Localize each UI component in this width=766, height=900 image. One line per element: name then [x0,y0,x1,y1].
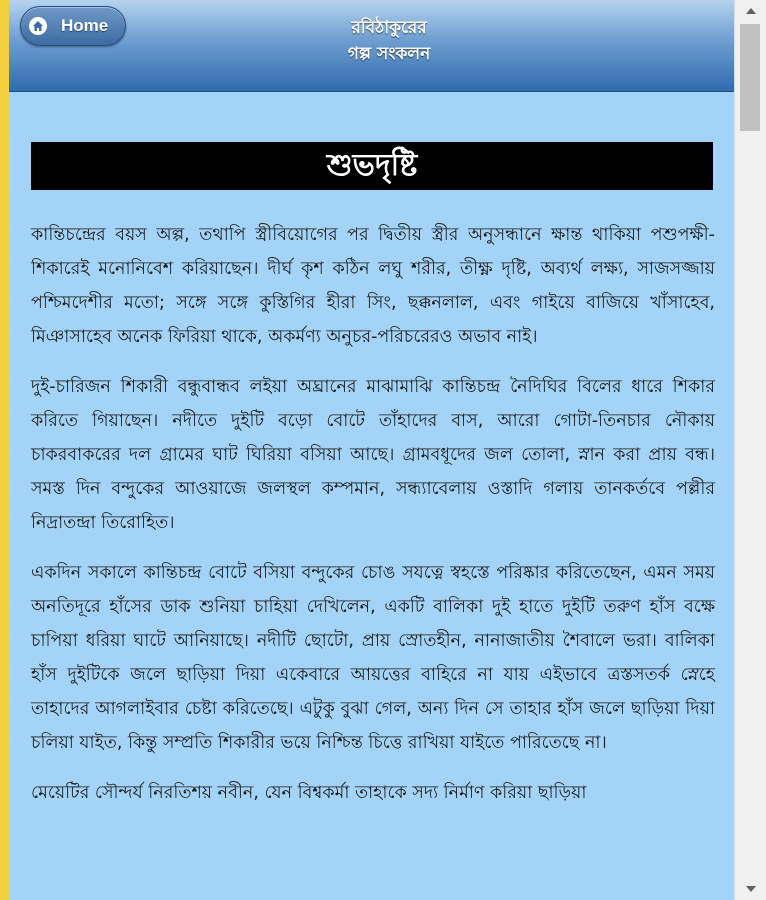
app-title-line1: রবিঠাকুরের [351,18,427,38]
story-paragraph: দুই-চারিজন শিকারী বন্ধুবান্ধব লইয়া অঘ্রানের মাঝামাঝি কান্তিচন্দ্র নৈদিঘির বিলের ধারে শিকার করিতে গিয়াছেন। নদীতে দুইটি বড়ো বোটে তাঁহাদের বাস, আরো গোটা-তিনচার নৌকায় চাকরবাকরের দল গ্রামের ঘাট ঘিরিয়া বসিয়া আছে। গ্রামবধূদের জল তোলা, স্নান করা প্রায় বন্ধ। সমস্ত দিন বন্দুকের আওয়াজে জলস্থল কম্পমান, সন্ধ্যাবেলায় ওস্তাদি গলায় তানকর্তবে পল্লীর নিদ্রাতন্দ্রা তিরোহিত। [31,377,715,533]
home-icon [29,17,47,35]
chevron-up-icon[interactable] [735,0,766,22]
story-paragraph: একদিন সকালে কান্তিচন্দ্র বোটে বসিয়া বন্দুকের চোঙ সযত্নে স্বহস্তে পরিষ্কার করিতেছেন, এমন সময় অনতিদূরে হাঁসের ডাক শুনিয়া চাহিয়া দেখিলেন, একটি বালিকা দুই হাতে দুইটি তরুণ হাঁস বক্ষে চাপিয়া ধরিয়া ঘাটে আনিয়াছে। নদীটি ছোটো, প্রায় স্রোতহীন, নানাজাতীয় শৈবালে ভরা। বালিকা হাঁস দুইটিকে জলে ছাড়িয়া দিয়া একেবারে আয়ত্তের বাহিরে না যায় এইভাবে ত্রস্তসতর্ক স্নেহে তাহাদের আগলাইবার চেষ্টা করিতেছে। এটুকু বুঝা গেল, অন্য দিন সে তাহার হাঁস জলে ছাড়িয়া দিয়া চলিয়া যাইত, কিন্তু সম্প্রতি শিকারীর ভয়ে নিশ্চিন্ত চিত্তে রাখিয়া যাইতে পারিতেছে না। [31,563,715,753]
story-paragraph: কান্তিচন্দ্রের বয়স অল্প, তথাপি স্ত্রীবিয়োগের পর দ্বিতীয় স্ত্রীর অনুসন্ধানে ক্ষান্ত থাকিয়া পশুপক্ষী-শিকারেই মনোনিবেশ করিয়াছেন। দীর্ঘ কৃশ কঠিন লঘু শরীর, তীক্ষ্ণ দৃষ্টি, অব্যর্থ লক্ষ্য, সাজসজ্জায় পশ্চিমদেশীর মতো; সঙ্গে সঙ্গে কুস্তিগির হীরা সিং, ছক্কনলাল, এবং গাইয়ে বাজিয়ে খাঁসাহেব, মিঞাসাহেব অনেক ফিরিয়া থাকে, অকর্মণ্য অনুচর-পরিচরেরও অভাব নাই। [31,225,715,347]
vertical-scrollbar[interactable] [734,0,766,900]
header-bar [9,0,734,92]
home-button[interactable] [20,6,126,46]
home-label: Home [61,16,109,35]
chevron-down-icon[interactable] [735,878,766,900]
story-paragraph: মেয়েটির সৌন্দর্য নিরতিশয় নবীন, যেন বিশ্বকর্মা তাহাকে সদ্য নির্মাণ করিয়া ছাড়িয়া [31,783,587,803]
story-content [31,218,715,826]
story-title: শুভদৃষ্টি [31,142,713,190]
scrollbar-thumb[interactable] [740,24,760,131]
app-title [289,15,489,67]
app-title-line2: গল্প সংকলন [347,44,431,64]
